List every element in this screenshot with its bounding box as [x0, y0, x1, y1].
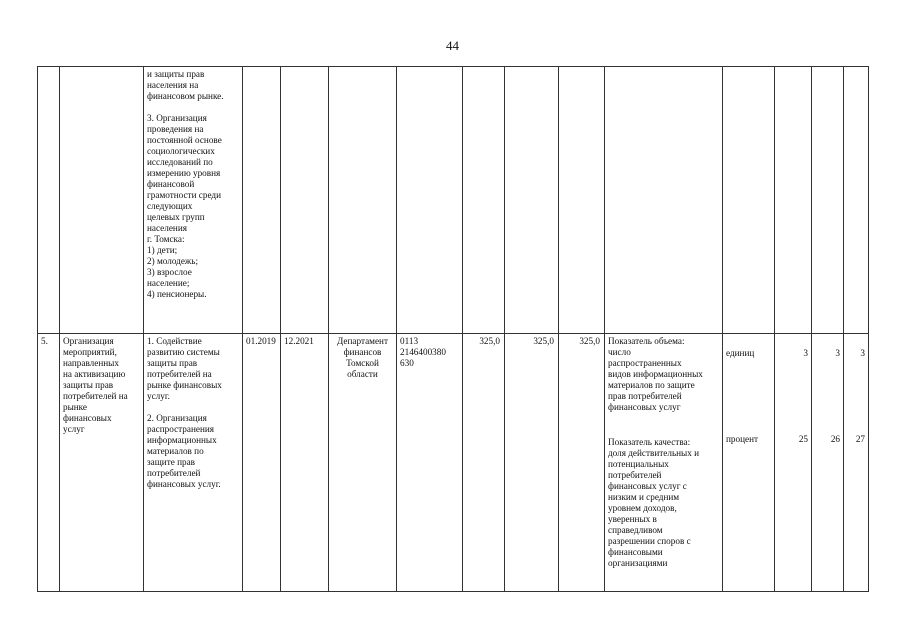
value-cell	[812, 67, 844, 334]
indicator-cell	[605, 67, 723, 334]
index-cell	[38, 67, 60, 334]
measure-activities: 1. Содействие развитию системы защиты прав потребителей на рынке финансовых услуг. 2. Организация распространения информационных материалов по защите прав потребителей финансовых услуг.	[144, 334, 243, 592]
indicator-value: 3	[860, 348, 865, 358]
value-cell	[775, 67, 812, 334]
indicator-values-1	[775, 334, 812, 592]
indicator-unit: единиц	[726, 348, 755, 358]
indicator-text: Показатель качества: доля действительных и потенциальных потребителей финансовых услуг с низким и средним уровнем доходов, уверенных в справедливом разрешении споров с финансовыми организациями	[608, 437, 700, 568]
indicator-value: 3	[803, 348, 808, 358]
funding-value: 325,0	[505, 334, 559, 592]
value-cell	[844, 67, 869, 334]
name-cell	[60, 67, 144, 334]
budget-code: 0113 2146400380 630	[397, 334, 463, 592]
indicator-value: 3	[835, 348, 840, 358]
unit-cell	[723, 67, 775, 334]
funding-value: 325,0	[559, 334, 605, 592]
funding-cell	[505, 67, 559, 334]
measure-name: Организация мероприятий, направленных на активизацию защиты прав потребителей на рынке финансовых услуг	[60, 334, 144, 592]
end-date: 12.2021	[281, 334, 329, 592]
table-row	[38, 67, 869, 334]
activity-text: и защиты прав населения на финансовом рынке. 3. Организация проведения на постоянной основе социологических исследований по измерению уровня финансовой грамотности среди следующих целевых групп населения г. Томска: 1) дети; 2) молодежь; 3) взрослое население; 4) пенсионеры.	[144, 67, 243, 334]
indicator-value: 25	[798, 434, 808, 444]
indicator-text: Показатель объема: число распространенных видов информационных материалов по защите прав потребителей финансовых услуг	[608, 336, 703, 412]
table-row	[38, 334, 869, 592]
indicator-values-2	[812, 334, 844, 592]
funding-value: 325,0	[463, 334, 505, 592]
page-number: 44	[446, 38, 459, 53]
start-cell	[243, 67, 281, 334]
funding-cell	[559, 67, 605, 334]
program-table	[37, 66, 869, 592]
indicator-texts	[605, 334, 723, 592]
indicator-unit: процент	[726, 434, 759, 444]
end-cell	[281, 67, 329, 334]
indicator-units	[723, 334, 775, 592]
funding-cell	[463, 67, 505, 334]
row-index: 5.	[38, 334, 60, 592]
budget-code-cell	[397, 67, 463, 334]
executor-cell	[329, 67, 397, 334]
indicator-values-3	[844, 334, 869, 592]
start-date: 01.2019	[243, 334, 281, 592]
indicator-value: 26	[830, 434, 840, 444]
indicator-value: 27	[855, 434, 865, 444]
executor: Департамент финансов Томской области	[329, 334, 397, 592]
